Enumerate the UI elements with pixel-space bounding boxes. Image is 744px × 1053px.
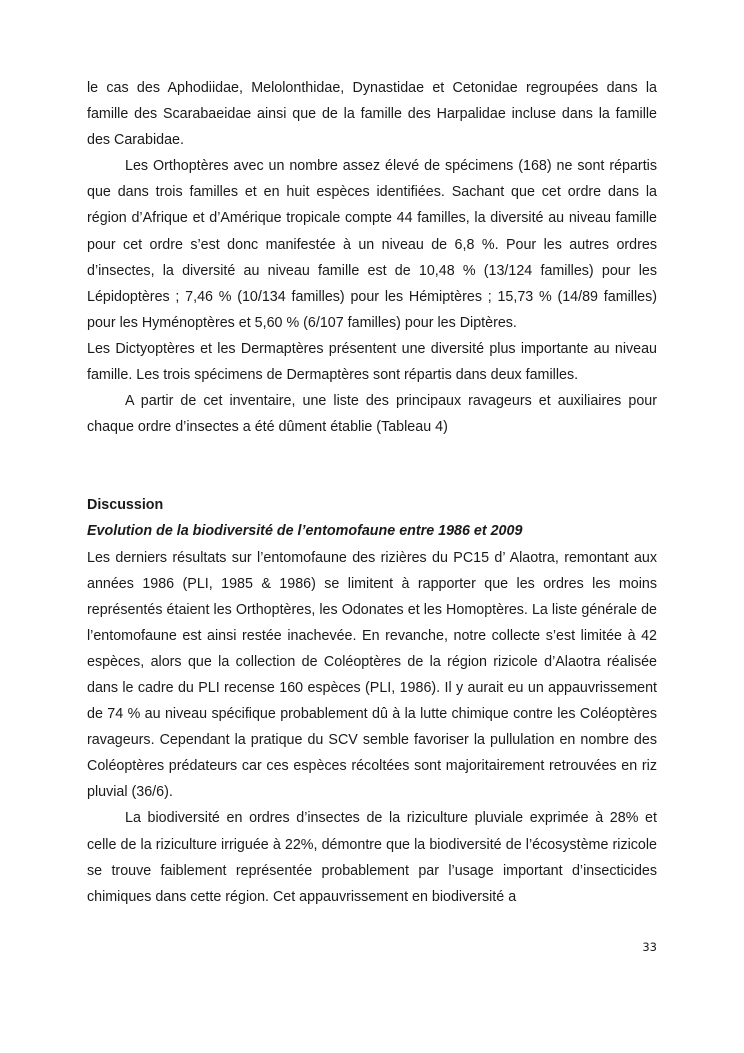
page-number: 33 xyxy=(642,940,657,954)
paragraph-dictyopteres: Les Dictyoptères et les Dermaptères présentent une diversité plus importante au niveau famille. Les trois spécimens de Dermaptères sont répartis dans deux familles. xyxy=(87,340,657,384)
spacer xyxy=(87,440,657,492)
paragraph-biodiversite-ordres: La biodiversité en ordres d’insectes de la riziculture pluviale exprimée à 28% et celle de la riziculture irriguée à 22%, démontre que la biodiversité de l’écosystème rizicole se trouve faiblement représentée probablement par l’usage important d’insecticides chimiques dans cette région. Cet appauvrissement en biodiversité a xyxy=(87,810,657,905)
paragraph-orthopteres: Les Orthoptères avec un nombre assez élevé de spécimens (168) ne sont répartis que dans trois familles et en huit espèces identifiées. Sachant que cet ordre dans la région d’Afrique et d’Amérique tropicale compte 44 familles, la diversité au niveau famille pour cet ordre s’est donc manifestée à un niveau de 6,8 %. Pour les autres ordres d’insectes, la diversité au niveau famille est de 10,48 % (13/124 familles) pour les Lépidoptères ; 7,46 % (10/134 familles) pour les Hémiptères ; 15,73 % (14/89 familles) pour les Hyménoptères et 5,60 % (6/107 familles) pour les Diptères. xyxy=(87,158,657,331)
section-heading: Discussion xyxy=(87,497,164,514)
document-page xyxy=(87,75,657,910)
subsection-heading: Evolution de la biodiversité de l’entomofaune entre 1986 et 2009 xyxy=(87,523,523,540)
paragraph-derniers-resultats: Les derniers résultats sur l’entomofaune des rizières du PC15 d’ Alaotra, remontant aux années 1986 (PLI, 1985 & 1986) se limitent à rapporter que les ordres les moins représentés étaient les Orthoptères, les Odonates et les Homoptères. La liste générale de l’entomofaune est ainsi restée inachevée. En revanche, notre collecte s’est limitée à 42 espèces, alors que la collection de Coléoptères de la région rizicole d’Alaotra réalisée dans le cadre du PLI recense 160 espèces (PLI, 1986). Il y aurait eu un appauvrissement de 74 % au niveau spécifique probablement dû à la lutte chimique contre les Coléoptères ravageurs. Cependant la pratique du SCV semble favoriser la pullulation en nombre des Coléoptères prédateurs car ces espèces récoltées sont majoritairement retrouvées en riz pluvial (36/6). xyxy=(87,549,657,801)
paragraph-carabidae: le cas des Aphodiidae, Melolonthidae, Dynastidae et Cetonidae regroupées dans la famille des Scarabaeidae ainsi que de la famille des Harpalidae incluse dans la famille des Carabidae. xyxy=(87,80,657,149)
paragraph-inventaire: A partir de cet inventaire, une liste des principaux ravageurs et auxiliaires pour chaque ordre d’insectes a été dûment établie (Tableau 4) xyxy=(87,393,657,436)
